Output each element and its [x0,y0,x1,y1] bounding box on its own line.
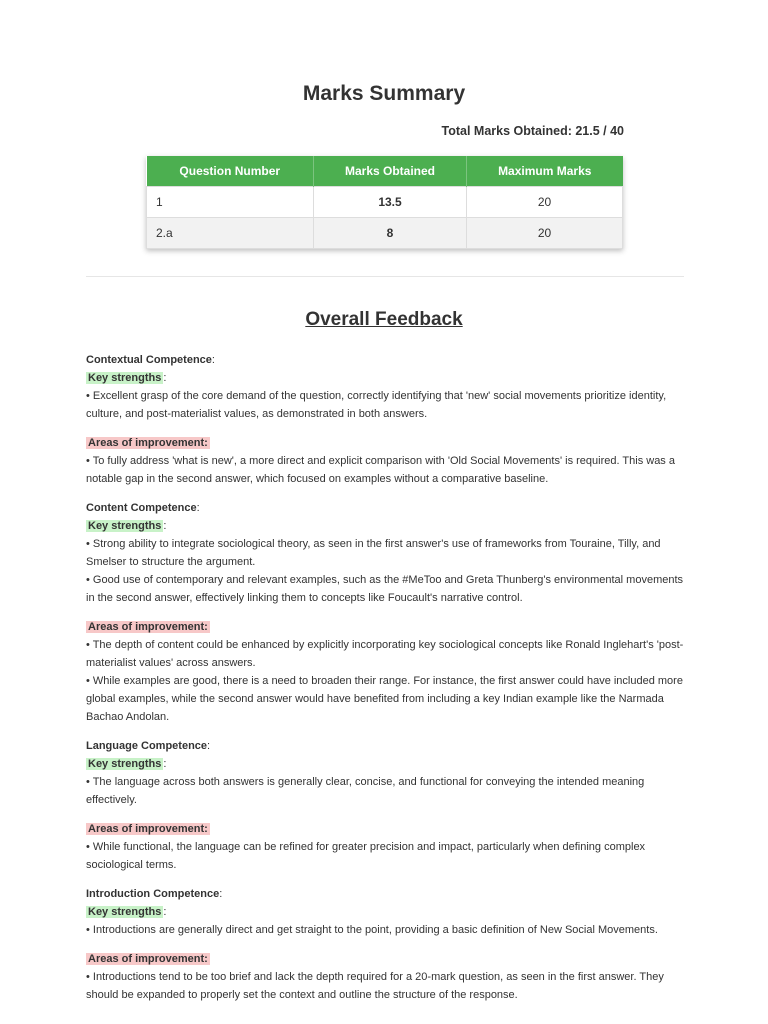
improvement-item: • The depth of content could be enhanced by explicitly incorporating key sociological concepts like Ronald Inglehart's 'post-materialist values' across answers. [86,639,684,669]
competence-heading: Introduction Competence [86,888,220,900]
column-header-obtained: Marks Obtained [314,156,467,186]
improvement-item: • While functional, the language can be refined for greater precision and impact, particularly when defining complex sociological terms. [86,841,646,871]
improvement-item: • While examples are good, there is a need to broaden their range. For instance, the first answer could have included more global examples, while the second answer would have benefited from including a key Indian example like the Narmada Bachao Andolan. [86,675,683,723]
improvement-item: • To fully address 'what is new', a more direct and explicit comparison with 'Old Social Movements' is required. This was a notable gap in the second answer, which focused on examples without a comparative baseline. [86,455,675,485]
improvement-item: • Introductions tend to be too brief and lack the depth required for a 20-mark question, as seen in the first answer. They should be expanded to properly set the context and outline the structure of the response. [86,971,664,1001]
table-row [147,217,623,248]
competence-heading: Contextual Competence [86,354,212,366]
feedback-body [86,351,686,1004]
feedback-section-introduction: Introduction Competence: Key strengths : • Introductions are generally direct and get straight to the point, providing a basic definition of New Social Movements. Areas of improvement: • Introductions tend to be too brief and lack the depth required for a 20-mark question, as seen in the first answer. They should be expanded to properly set the context and outline the structure of the response. [86,885,686,1004]
question-number-cell: 2.a [147,217,314,248]
table-row [147,186,623,217]
maximum-marks-cell: 20 [467,217,623,248]
total-marks: Total Marks Obtained: 21.5 / 40 [441,124,624,138]
feedback-section-language: Language Competence: Key strengths : • The language across both answers is generally clear, concise, and functional for conveying the intended meaning effectively. Areas of improvement: • While functional, the language can be refined for greater precision and impact, particularly when defining complex sociological terms. [86,737,686,874]
areas-of-improvement-label: Areas of improvement: [88,621,208,633]
column-header-question: Question Number [147,156,314,186]
key-strengths-label: Key strengths [88,758,162,770]
table-header-row [147,156,623,186]
marks-obtained-cell: 8 [314,217,467,248]
key-strengths-label: Key strengths [88,520,162,532]
feedback-section-contextual: Contextual Competence: Key strengths : • Excellent grasp of the core demand of the question, correctly identifying that 'new' social movements prioritize identity, culture, and post-materialist values, as demonstrated in both answers. Areas of improvement: • To fully address 'what is new', a more direct and explicit comparison with 'Old Social Movements' is required. This was a notable gap in the second answer, which focused on examples without a comparative baseline. [86,351,686,488]
column-header-maximum: Maximum Marks [467,156,623,186]
section-divider [86,276,684,277]
areas-of-improvement-label: Areas of improvement: [88,437,208,449]
key-strengths-label: Key strengths [88,372,162,384]
strength-item: • The language across both answers is generally clear, concise, and functional for conveying the intended meaning effectively. [86,776,645,806]
areas-of-improvement-label: Areas of improvement: [88,953,208,965]
strength-item: • Excellent grasp of the core demand of the question, correctly identifying that 'new' social movements prioritize identity, culture, and post-materialist values, as demonstrated in both answers. [86,390,667,420]
marks-obtained-cell: 13.5 [314,186,467,217]
marks-table [146,156,623,249]
question-number-cell: 1 [147,186,314,217]
competence-heading: Language Competence [86,740,208,752]
key-strengths-label: Key strengths [88,906,162,918]
areas-of-improvement-label: Areas of improvement: [88,823,208,835]
competence-heading: Content Competence [86,502,197,514]
maximum-marks-cell: 20 [467,186,623,217]
strength-item: • Introductions are generally direct and get straight to the point, providing a basic definition of New Social Movements. [86,924,658,936]
feedback-section-content: Content Competence: Key strengths : • Strong ability to integrate sociological theory, as seen in the first answer's use of frameworks from Touraine, Tilly, and Smelser to structure the argument. • Good use of contemporary and relevant examples, such as the #MeToo and Greta Thunberg's environmental movements in the second answer, effectively linking them to concepts like Foucault's narrative control. Areas of improvement: • The depth of content could be enhanced by explicitly incorporating key sociological concepts like Ronald Inglehart's 'post-materialist values' across answers. • While examples are good, there is a need to broaden their range. For instance, the first answer could have included more global examples, while the second answer would have benefited from including a key Indian example like the Narmada Bachao Andolan. [86,499,686,726]
strength-item: • Good use of contemporary and relevant examples, such as the #MeToo and Greta Thunberg's environmental movements in the second answer, effectively linking them to concepts like Foucault's narrative control. [86,574,684,604]
page-title: Marks Summary [302,82,466,105]
strength-item: • Strong ability to integrate sociological theory, as seen in the first answer's use of frameworks from Touraine, Tilly, and Smelser to structure the argument. [86,538,661,568]
feedback-title: Overall Feedback [305,309,463,330]
